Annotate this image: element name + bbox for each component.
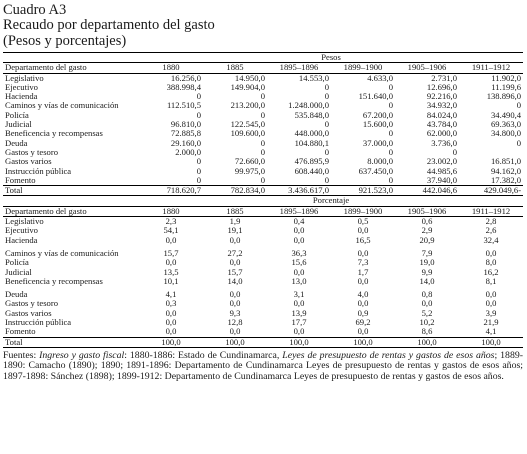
total-value: 718.620,7	[139, 186, 203, 196]
cell-value: 535.848,0	[294, 110, 329, 120]
cell-value: 0,0	[165, 308, 177, 318]
cell-value: 213.200,0	[230, 101, 265, 111]
cell-value: 13,9	[291, 308, 307, 318]
table-row	[3, 176, 523, 186]
column-header-year: 1911–1912	[459, 206, 523, 216]
cell-value: 0,0	[229, 290, 241, 300]
cell-value: 0,0	[229, 235, 241, 245]
section-label: Porcentaje	[139, 196, 523, 206]
total-row	[3, 186, 523, 196]
row-label: Policía	[5, 110, 29, 120]
cell-value: 12.696,0	[426, 82, 457, 92]
table-row	[3, 299, 523, 308]
cell-value: 0,0	[421, 299, 433, 309]
table-title: Cuadro A3	[3, 2, 67, 18]
cell-value: 8,6	[421, 327, 433, 337]
cell-value: 0,0	[485, 299, 497, 309]
cell-value: 0,9	[357, 308, 369, 318]
table-subtitle: Recaudo por departamento del gasto	[3, 17, 215, 33]
cell-value: 138.896,0	[486, 92, 522, 102]
cell-value: 7,9	[421, 248, 433, 258]
cell-value: 72.660,0	[234, 157, 265, 167]
column-header-year: 1895–1896	[267, 206, 331, 216]
cell-value: 34.932,0	[426, 101, 457, 111]
cell-value: 0	[260, 92, 265, 102]
cell-value: 0,0	[165, 258, 177, 268]
cell-value: 8,1	[485, 276, 497, 286]
cell-value: 16.256,0	[170, 73, 201, 83]
cell-value: 9,3	[229, 308, 241, 318]
cell-value: 2,9	[421, 226, 433, 236]
cell-value: 0	[196, 92, 201, 102]
cell-value	[459, 148, 523, 157]
cell-value: 0	[388, 147, 393, 157]
cell-value: 0,6	[421, 216, 433, 227]
cell-value: 0,3	[165, 299, 177, 309]
cell-value: 19,0	[419, 258, 435, 268]
sources-label: Fuentes:	[3, 349, 40, 361]
cell-value: 0	[196, 157, 201, 167]
row-label: Deuda	[5, 290, 28, 300]
cell-value: 0,8	[421, 290, 433, 300]
cell-value: 0,0	[293, 267, 305, 277]
cell-value: 29.160,0	[170, 138, 201, 148]
cell-value: 0,0	[357, 226, 369, 236]
cell-value: 0	[324, 82, 329, 92]
cell-value: 14.553,0	[298, 73, 329, 83]
table-row	[3, 167, 523, 176]
column-header-year: 1880	[139, 63, 203, 73]
cell-value: 96.810,0	[170, 120, 201, 130]
cell-value: 17,7	[291, 318, 307, 328]
column-header-year: 1899–1900	[331, 206, 395, 216]
cell-value: 0,0	[229, 258, 241, 268]
cell-value: 20,9	[419, 235, 435, 245]
cell-value: 0	[324, 175, 329, 185]
row-label: Legislativo	[5, 73, 44, 83]
cell-value: 0,0	[293, 327, 305, 337]
cell-value: 99.975,0	[234, 166, 265, 176]
pesos-section-header	[3, 53, 523, 63]
cell-value: 3,1	[293, 290, 305, 300]
cell-value: 388.998,4	[166, 82, 201, 92]
cell-value: 476.895,9	[294, 157, 329, 167]
column-header-department: Departamento del gasto	[3, 206, 139, 216]
cell-value: 0	[516, 101, 522, 111]
cell-value: 0	[196, 166, 201, 176]
table-row	[3, 148, 523, 157]
total-value: 100,0	[459, 337, 523, 347]
cell-value: 0	[388, 82, 393, 92]
total-label: Total	[3, 186, 139, 196]
row-label: Beneficencia y recompensas	[5, 276, 103, 286]
cell-value: 27,2	[227, 248, 243, 258]
cell-value: 0	[388, 101, 393, 111]
column-header-year: 1880	[139, 206, 203, 216]
sources-italic-1: Ingreso y gasto fiscal	[39, 349, 125, 361]
cell-value: 0,0	[485, 290, 497, 300]
cell-value: 0,0	[229, 327, 241, 337]
column-header-year: 1899–1900	[331, 63, 395, 73]
cell-value: 4,1	[485, 327, 497, 337]
row-label: Caminos y vías de comunicación	[5, 248, 119, 258]
cell-value: 5,2	[421, 308, 433, 318]
row-label: Fomento	[5, 175, 36, 185]
cell-value: 69,2	[355, 318, 371, 328]
cell-value: 0,0	[357, 276, 369, 286]
porcentaje-section-header	[3, 196, 523, 206]
cell-value: 14,0	[419, 276, 435, 286]
cell-value: 0,0	[357, 248, 369, 258]
cell-value: 67.200,0	[362, 110, 393, 120]
cell-value: 10,1	[163, 276, 179, 286]
table-row	[3, 129, 523, 138]
table-row	[3, 111, 523, 120]
cell-value: 4.633,0	[367, 73, 393, 83]
total-value: 429.049,6-	[459, 186, 523, 196]
table-row	[3, 318, 523, 327]
section-header-blank	[3, 196, 139, 206]
cell-value: 2,3	[165, 216, 177, 227]
cell-value: 4,0	[357, 290, 369, 300]
sources-italic-2: Leyes de presupuesto de rentas y gastos de esos años	[282, 349, 495, 361]
cell-value: 32,4	[483, 235, 499, 245]
row-label: Instrucción pública	[5, 166, 72, 176]
cell-value: 0	[196, 175, 201, 185]
cell-value: 8.000,0	[367, 157, 393, 167]
cell-value: 151.640,0	[358, 92, 393, 102]
row-label: Fomento	[5, 327, 36, 337]
cell-value: 16,2	[483, 267, 499, 277]
total-row	[3, 337, 523, 347]
cell-value: 1.248.000,0	[288, 101, 329, 111]
cell-value: 14,0	[227, 276, 243, 286]
table-row	[3, 309, 523, 318]
pesos-column-header	[3, 63, 523, 73]
column-header-year: 1905–1906	[395, 206, 459, 216]
table-row	[3, 83, 523, 92]
cell-value: 0	[452, 147, 457, 157]
table-row	[3, 268, 523, 277]
cell-value: 37.000,0	[362, 138, 393, 148]
cell-value: 0	[324, 92, 329, 102]
cell-value: 112.510,5	[166, 101, 201, 111]
table-row	[3, 101, 523, 110]
cell-value: 0	[260, 110, 265, 120]
table-row	[3, 226, 523, 235]
total-value: 782.834,0	[203, 186, 267, 196]
cell-value: 3,9	[485, 308, 497, 318]
cell-value: 44.985,6	[426, 166, 457, 176]
cell-value: 34.800,0	[490, 129, 522, 139]
cell-value: 94.162,0	[490, 166, 522, 176]
total-value: 100,0	[395, 337, 459, 347]
cell-value: 15,7	[163, 248, 179, 258]
row-label: Gastos y tesoro	[5, 299, 58, 309]
cell-value: 4,1	[165, 290, 177, 300]
cell-value: 11.902,0	[491, 73, 522, 83]
cell-value: 15,7	[227, 267, 243, 277]
cell-value: 10,2	[419, 318, 435, 328]
cell-value: 14.950,0	[234, 73, 265, 83]
cell-value: 637.450,0	[358, 166, 393, 176]
total-value: 100,0	[203, 337, 267, 347]
table-row	[3, 290, 523, 299]
cell-value: 17.382,0	[490, 175, 522, 185]
row-label: Instrucción pública	[5, 318, 72, 328]
cell-value: 0	[260, 147, 265, 157]
cell-value: 0,0	[357, 299, 369, 309]
cell-value: 2,8	[485, 216, 497, 227]
row-label: Gastos varios	[5, 308, 52, 318]
sources-text-2: ; 1889-1890: Camacho (1890); 1890; 1891-1896: Departamento de Cundinamarca Leyes de presupuesto de rentas y gastos de esos años; 1897-1898: Sánchez (1898); 1899-1912: Departamento de Cundinamarca Leyes de presupuesto de rentas y gastos de esos años.	[3, 349, 523, 382]
table-row	[3, 258, 523, 267]
cell-value: 0,0	[229, 299, 241, 309]
cell-value: 2,6	[485, 226, 497, 236]
cell-value: 62.000,0	[426, 129, 457, 139]
cell-value: 608.440,0	[294, 166, 329, 176]
row-label: Hacienda	[5, 92, 38, 102]
table-row	[3, 327, 523, 337]
cell-value: 21,9	[483, 318, 499, 328]
cell-value: 3.736,0	[431, 138, 457, 148]
cell-value: 0	[196, 110, 201, 120]
pesos-section	[3, 53, 523, 196]
cell-value: 19,1	[227, 226, 243, 236]
cell-value: 13,0	[291, 276, 307, 286]
row-label: Gastos y tesoro	[5, 147, 58, 157]
cell-value: 8,0	[485, 258, 497, 268]
cell-value: 16.851,0	[490, 157, 522, 167]
cell-value: 0,4	[293, 216, 305, 227]
row-label: Policía	[5, 258, 29, 268]
cell-value: 0,0	[485, 248, 497, 258]
cell-value: 69.363,0	[490, 120, 522, 130]
cell-value: 0,0	[293, 226, 305, 236]
cell-value: 109.600,0	[230, 129, 265, 139]
table-units: (Pesos y porcentajes)	[3, 33, 127, 49]
column-header-year: 1885	[203, 63, 267, 73]
total-value: 921.523,0	[331, 186, 395, 196]
porcentaje-column-header	[3, 206, 523, 216]
cell-value: 0,0	[293, 299, 305, 309]
row-label: Caminos y vías de comunicación	[5, 101, 119, 111]
cell-value: 12,8	[227, 318, 243, 328]
cell-value: 0,0	[165, 235, 177, 245]
column-header-department: Departamento del gasto	[3, 63, 139, 73]
cell-value: 0	[324, 120, 329, 130]
cell-value: 2.000,0	[175, 147, 201, 157]
cell-value: 43.784,0	[426, 120, 457, 130]
column-header-year: 1911–1912	[459, 63, 523, 73]
cell-value: 0	[516, 138, 522, 148]
column-header-year: 1895–1896	[267, 63, 331, 73]
cell-value: 0	[260, 138, 265, 148]
cell-value: 15.600,0	[362, 120, 393, 130]
row-label: Judicial	[5, 267, 32, 277]
cell-value: 1,7	[357, 267, 369, 277]
row-label: Gastos varios	[5, 157, 52, 167]
cell-value: 1,9	[229, 216, 241, 227]
section-label: Pesos	[139, 53, 523, 63]
table-row	[3, 236, 523, 245]
column-header-year: 1885	[203, 206, 267, 216]
column-header-year: 1905–1906	[395, 63, 459, 73]
cell-value: 34.490,4	[490, 110, 522, 120]
table-row	[3, 120, 523, 129]
cell-value: 104.880,1	[294, 138, 329, 148]
row-label: Judicial	[5, 120, 32, 130]
row-label: Hacienda	[5, 235, 38, 245]
cell-value: 37.940,0	[426, 175, 457, 185]
cell-value: 0,0	[165, 327, 177, 337]
cell-value: 84.024,0	[426, 110, 457, 120]
cell-value: 2.731,0	[431, 73, 457, 83]
table-row	[3, 157, 523, 166]
table-row	[3, 217, 523, 227]
cell-value: 9,9	[421, 267, 433, 277]
data-table	[3, 52, 523, 348]
table-row	[3, 277, 523, 286]
total-value: 442.046,6	[395, 186, 459, 196]
cell-value: 149.904,0	[230, 82, 265, 92]
cell-value: 0,0	[165, 318, 177, 328]
total-label: Total	[3, 337, 139, 347]
cell-value: 0,5	[357, 216, 369, 227]
cell-value: 0	[388, 175, 393, 185]
sources-text-1: : 1880-1886: Estado de Cundinamarca,	[124, 349, 283, 361]
cell-value: 7,3	[357, 258, 369, 268]
cell-value: 0	[260, 175, 265, 185]
row-label: Deuda	[5, 138, 28, 148]
cell-value: 23.002,0	[426, 157, 457, 167]
section-header-blank	[3, 53, 139, 63]
cell-value: 92.216,0	[426, 92, 457, 102]
porcentaje-section	[3, 196, 523, 347]
row-label: Ejecutivo	[5, 82, 38, 92]
cell-value: 54,1	[163, 226, 179, 236]
sources-note	[3, 351, 523, 382]
cell-value: 72.885,8	[170, 129, 201, 139]
cell-value: 16,5	[355, 235, 371, 245]
cell-value: 0,0	[293, 235, 305, 245]
total-value: 100,0	[331, 337, 395, 347]
cell-value: 0	[324, 147, 329, 157]
total-value: 3.436.617,0	[267, 186, 331, 196]
cell-value: 122.545,0	[230, 120, 265, 130]
table-row	[3, 249, 523, 258]
table-row	[3, 73, 523, 83]
table-row	[3, 139, 523, 148]
cell-value: 448.000,0	[294, 129, 329, 139]
cell-value: 15,6	[291, 258, 307, 268]
cell-value: 0	[388, 129, 393, 139]
row-label: Beneficencia y recompensas	[5, 129, 103, 139]
cell-value: 0,0	[357, 327, 369, 337]
cell-value: 13,5	[163, 267, 179, 277]
row-label: Ejecutivo	[5, 226, 38, 236]
cell-value: 36,3	[291, 248, 307, 258]
total-value: 100,0	[267, 337, 331, 347]
table-row	[3, 92, 523, 101]
row-label: Legislativo	[5, 216, 44, 227]
total-value: 100,0	[139, 337, 203, 347]
cell-value: 11.199,6	[491, 82, 522, 92]
